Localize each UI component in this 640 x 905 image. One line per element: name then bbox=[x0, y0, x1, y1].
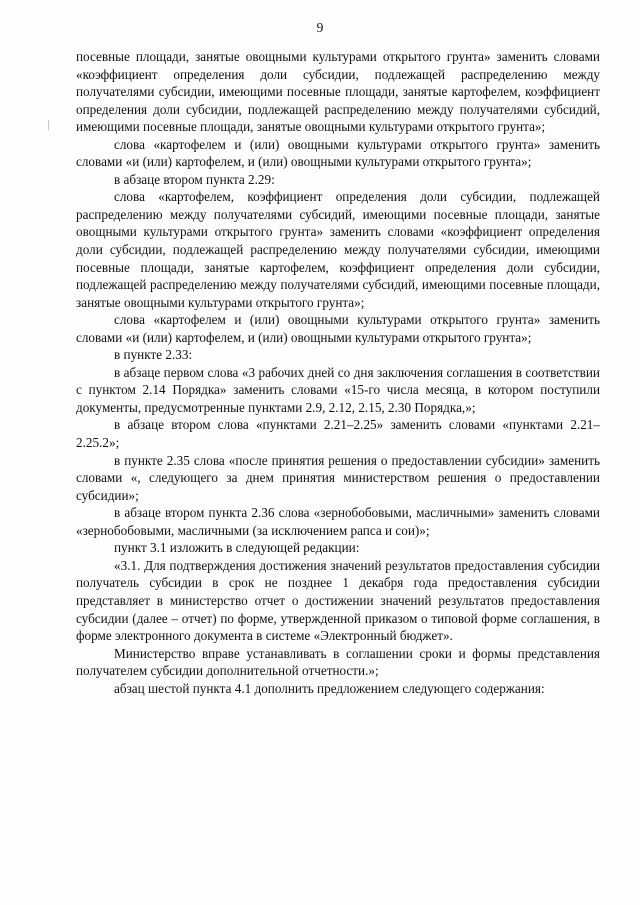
paragraph: слова «картофелем и (или) овощными культурами открытого грунта» заменить словами «и (или) картофелем, и (или) овощными культурами открытого грунта»; bbox=[76, 136, 600, 170]
paragraph: пункт 3.1 изложить в следующей редакции: bbox=[114, 540, 360, 556]
paragraph: «3.1. Для подтверждения достижения значений результатов предоставления субсидии получатель субсидии в срок не позднее 1 декабря года предоставления субсидии представляет в министерство отчет о достижении значений результатов предоставления субсидии (далее – отчет) по форме, утвержденной приказом о типовой форме соглашения, в форме электронного документа в системе «Электронный бюджет». bbox=[76, 557, 600, 644]
paragraph: в абзаце втором слова «пунктами 2.21–2.25» заменить словами «пунктами 2.21–2.25.2»; bbox=[76, 417, 600, 451]
document-body bbox=[76, 48, 600, 697]
paragraph: в пункте 2.33: bbox=[114, 347, 193, 363]
paragraph: слова «картофелем, коэффициент определения доли субсидии, подлежащей распределению между получателями субсидий, имеющими посевные площади, занятые овощными культурами открытого грунта» заменить словами «коэффициент определения доли субсидии, подлежащей распределению между получателями субсидии, имеющими посевные площади, занятые картофелем, коэффициент определения доли субсидии, подлежащей распределению между получателями субсидий, имеющими посевные площади, занятые овощными культурами открытого грунта»; bbox=[76, 189, 600, 310]
paragraph: в абзаце первом слова «3 рабочих дней со дня заключения соглашения в соответствии с пунктом 2.14 Порядка» заменить словами «15-го числа месяца, в котором поступили документы, предусмотренные пунктами 2.9, 2.12, 2.15, 2.30 Порядка,»; bbox=[76, 364, 600, 415]
margin-mark bbox=[48, 120, 49, 130]
paragraph: в абзаце втором пункта 2.36 слова «зернобобовыми, масличными» заменить словами «зернобобовыми, масличными (за исключением рапса и сои)»; bbox=[76, 505, 600, 538]
paragraph: в абзаце втором пункта 2.29: bbox=[114, 171, 275, 187]
paragraph: посевные площади, занятые овощными культурами открытого грунта» заменить словами «коэффициент определения доли субсидии, подлежащей распределению между получателями субсидии, имеющими посевные площади, занятые картофелем, коэффициент определения доли субсидии, подлежащей распределению между получателями субсидий, имеющими посевные площади, занятые овощными культурами открытого грунта»; bbox=[76, 49, 600, 135]
page-number: 9 bbox=[316, 20, 324, 35]
paragraph: абзац шестой пункта 4.1 дополнить предложением следующего содержания: bbox=[114, 680, 545, 696]
paragraph: в пункте 2.35 слова «после принятия решения о предоставлении субсидии» заменить словами «, следующего за днем принятия министерством решения о предоставлении субсидии»; bbox=[76, 452, 600, 503]
paragraph: слова «картофелем и (или) овощными культурами открытого грунта» заменить словами «и (или) картофелем, и (или) овощными культурами открытого грунта»; bbox=[76, 312, 600, 345]
paragraph: Министерство вправе устанавливать в соглашении сроки и формы представления получателем субсидии дополнительной отчетности.»; bbox=[76, 645, 600, 679]
